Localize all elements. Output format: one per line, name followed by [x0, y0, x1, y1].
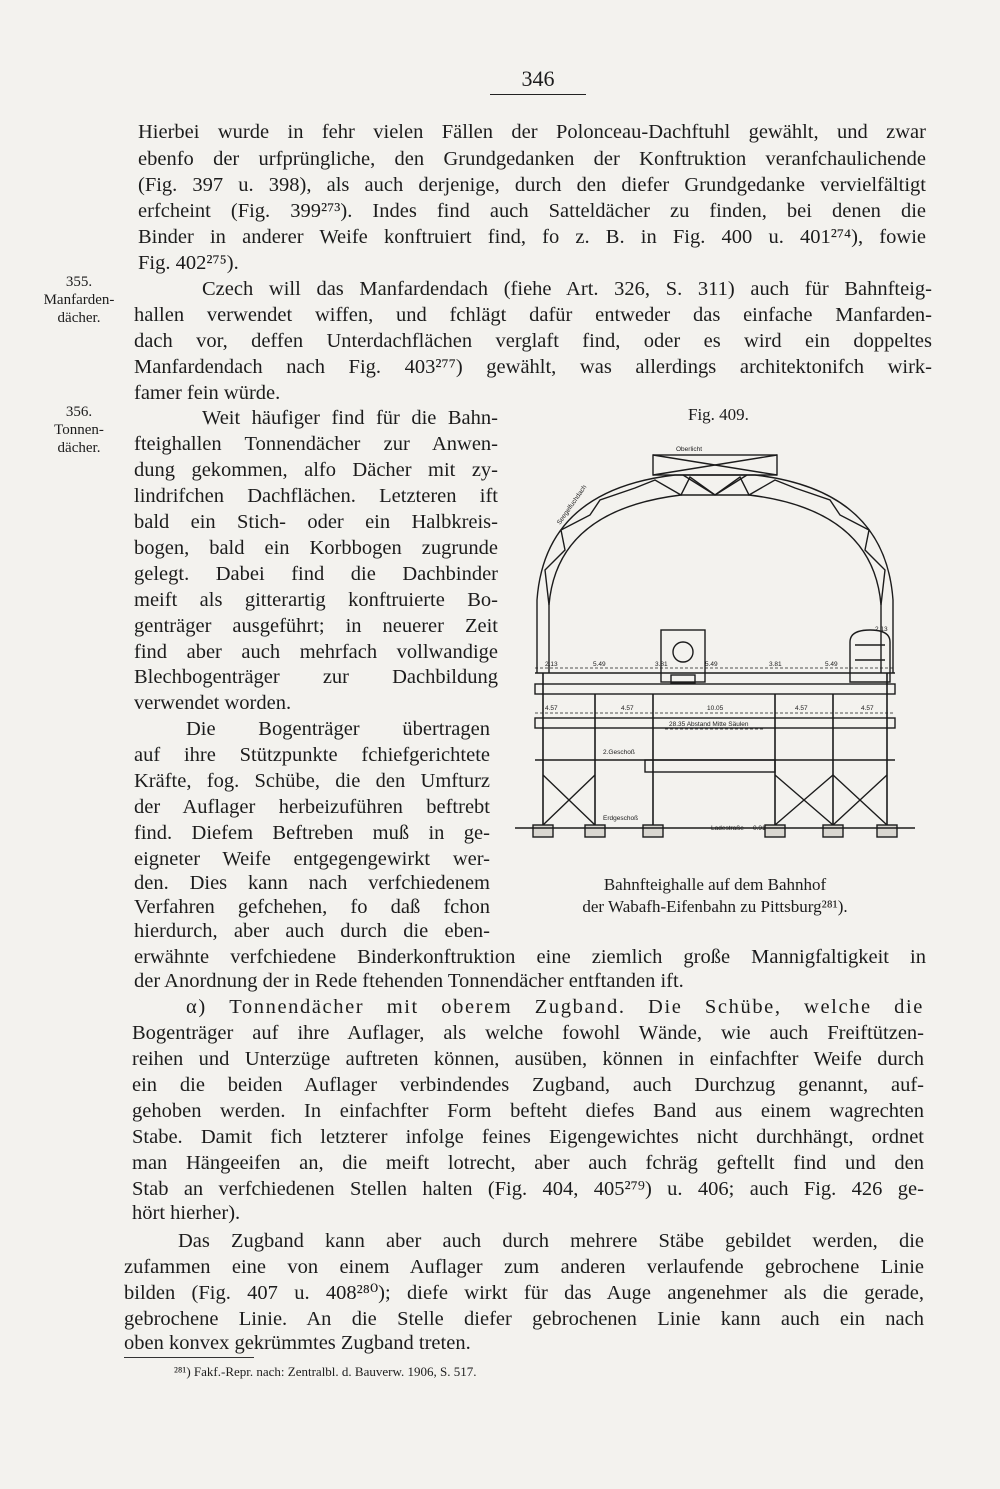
text-line: man Hängeeifen an, die meift lotrecht, aber auch fchräg geftellt find und den	[132, 1152, 924, 1174]
text-line: dach vor, deffen Unterdachflächen verglaft find, oder es wird ein doppeltes	[134, 330, 932, 352]
margin-note-line: dächer.	[57, 310, 101, 326]
figure-409-diagram	[505, 430, 925, 870]
text-line: genträger ausgeführt; in neuerer Zeit	[134, 615, 498, 637]
arch-lattice	[545, 477, 885, 605]
text-line: den. Dies kann nach verfchiedenem	[134, 872, 490, 894]
text-line: Fig. 402²⁷⁵).	[138, 252, 239, 274]
text-line: hört hierher).	[132, 1202, 241, 1224]
text-line: Das Zugband kann aber auch durch mehrere Stäbe gebildet werden, die	[178, 1230, 924, 1252]
text-line: lindrifchen Dachflächen. Letzteren ift	[134, 485, 498, 507]
text-line: reihen und Unterzüge auftreten können, ausüben, können in einfachfter Weife durch	[132, 1048, 924, 1070]
dim-label: 3.81	[655, 661, 668, 668]
label-roof: Seegelfuchdach	[555, 483, 589, 527]
margin-note-line: Tonnen-	[54, 422, 104, 438]
page-number: 346	[490, 66, 586, 95]
railway-car	[850, 630, 890, 682]
text-line: bogen, bald ein Korbbogen zugrunde	[134, 537, 498, 559]
margin-note-355	[34, 273, 124, 327]
text-line: famer fein würde.	[134, 382, 281, 404]
text-line: bilden (Fig. 407 u. 408²⁸⁰); diefe wirkt für das Auge angenehmer als die gerade,	[124, 1282, 924, 1304]
text-line: Hierbei wurde in fehr vielen Fällen der Polonceau-Dachftuhl gewählt, und zwar	[138, 121, 926, 143]
text-line: hierdurch, aber auch durch die eben-	[134, 920, 490, 942]
text-line: bald ein Stich- oder ein Halbkreis-	[134, 511, 498, 533]
text-line: Verfahren gefchehen, fo daß fchon	[134, 896, 490, 918]
text-line: auf ihre Stützpunkte fchiefgerichtete	[134, 744, 490, 766]
text-line: Binder in anderer Weife konftruiert find, fo z. B. in Fig. 400 u. 401²⁷⁴), fowie	[138, 226, 926, 248]
text-line: Weit häufiger find für die Bahn-	[202, 407, 498, 429]
margin-note-number: 356.	[65, 404, 93, 420]
text-line: meift als gitterartig konftruierte Bo-	[134, 589, 498, 611]
dim-label: 10.05	[707, 705, 724, 712]
text-line: dung gekommen, alfo Dächer mit zy-	[134, 459, 498, 481]
text-line: Blechbogenträger zur Dachbildung	[134, 666, 498, 688]
text-line: find aber auch mehrfach vollwandige	[134, 641, 498, 663]
text-line: hallen verwendet wiffen, und fchlägt dafür entweder das einfache Manfarden-	[134, 304, 932, 326]
text-line: gelegt. Dabei find die Dachbinder	[134, 563, 498, 585]
dim-label: 5.49	[825, 661, 838, 668]
dim-label: 4.57	[621, 705, 634, 712]
text-line: zufammen eine von einem Auflager zum anderen verlaufende gebrochene Linie	[124, 1256, 924, 1278]
dim-label: 4.57	[861, 705, 874, 712]
text-line: fteighallen Tonnendächer zur Anwen-	[134, 433, 498, 455]
text-line: Stab an verfchiedenen Stellen halten (Fig. 404, 405²⁷⁹) u. 406; auch Fig. 426 ge-	[132, 1178, 924, 1200]
dim-label: 3.81	[769, 661, 782, 668]
columns	[543, 673, 887, 825]
footnote-rule	[124, 1357, 254, 1358]
text-line: gehoben werden. In einfachfter Form befteht diefes Band aus einem wagrechten	[132, 1100, 924, 1122]
text-line: (Fig. 397 u. 398), als auch derjenige, durch den diefer Grundgedanke vervielfältigt	[138, 174, 926, 196]
figure-caption-line: der Wabafh-Eifenbahn zu Pittsburg²⁸¹).	[582, 897, 848, 916]
text-line: ebenfo der urfprüngliche, den Grundgedanken der Konftruktion veranfchaulichende	[138, 148, 926, 170]
floor-label: Erdgeschoß	[603, 815, 639, 822]
text-line: Die Bogenträger übertragen	[186, 718, 490, 740]
dim-label: 5.49	[593, 661, 606, 668]
text-line: verwendet worden.	[134, 692, 292, 714]
dim-label: 0.91	[753, 825, 766, 832]
text-line: der Anordnung der in Rede ftehenden Tonnendächer entftanden ift.	[134, 970, 684, 992]
dim-label: 2.13	[545, 661, 558, 668]
text-line: Bogenträger auf ihre Auflager, als welche fowohl Wände, wie auch Freiftützen-	[132, 1022, 924, 1044]
street-label: Ladestraße	[711, 825, 744, 832]
text-line: ein die beiden Auflager verbindendes Zugband, auch Durchzug genannt, auf-	[132, 1074, 924, 1096]
text-line: Kräfte, fog. Schübe, die den Umfturz	[134, 770, 490, 792]
text-line: gebrochene Linie. An die Stelle diefer gebrochenen Linie kann auch ein nach	[124, 1308, 924, 1330]
text-line: der Auflager herbeizuführen beftrebt	[134, 796, 490, 818]
text-line: Czech will das Manfardendach (fiehe Art. 326, S. 311) auch für Bahnfteig-	[202, 278, 932, 300]
label-oberlicht: Oberlicht	[676, 446, 703, 453]
text-line: erfcheint (Fig. 399²⁷³). Indes find auch Satteldächer zu finden, bei denen die	[138, 200, 926, 222]
figure-caption-line: Bahnfteighalle auf dem Bahnhof	[603, 875, 827, 894]
upper-deck	[535, 684, 895, 694]
dim-label: 28.35 Abstand Mitte Säulen	[669, 721, 749, 728]
dim-label: 4.57	[545, 705, 558, 712]
figure-label: Fig. 409.	[688, 405, 749, 424]
text-line: Stabe. Damit fich letzterer infolge feines Eigengewichtes nicht durchhängt, ordnet	[132, 1126, 924, 1148]
inner-arch	[549, 495, 881, 673]
margin-note-number: 355.	[65, 274, 93, 290]
section-heading-line: α) Tonnendächer mit oberem Zugband. Die Schübe, welche die	[186, 996, 924, 1018]
text-line: Manfardendach nach Fig. 403²⁷⁷) gewählt, was allerdings architektonifch wirk-	[134, 356, 932, 378]
margin-note-line: Manfarden-	[43, 292, 115, 308]
dim-label: 2.13	[875, 626, 888, 633]
outer-arch	[537, 475, 893, 673]
floor-label: 2.Geschoß	[603, 749, 635, 756]
text-line: oben konvex gekrümmtes Zugband treten.	[124, 1332, 471, 1354]
text-line: eigneter Weife entgegengewirkt wer-	[134, 848, 490, 870]
text-line: find. Diefem Beftreben muß in ge-	[134, 822, 490, 844]
dim-label: 5.49	[705, 661, 718, 668]
dim-label: 4.57	[795, 705, 808, 712]
margin-note-line: dächer.	[57, 440, 101, 456]
margin-note-356	[34, 403, 124, 457]
text-line: erwähnte verfchiedene Binderkonftruktion eine ziemlich große Mannigfaltigkeit in	[134, 946, 926, 968]
locomotive	[661, 630, 705, 683]
footnote: ²⁸¹) Fakf.-Repr. nach: Zentralbl. d. Bauverw. 1906, S. 517.	[174, 1364, 477, 1379]
